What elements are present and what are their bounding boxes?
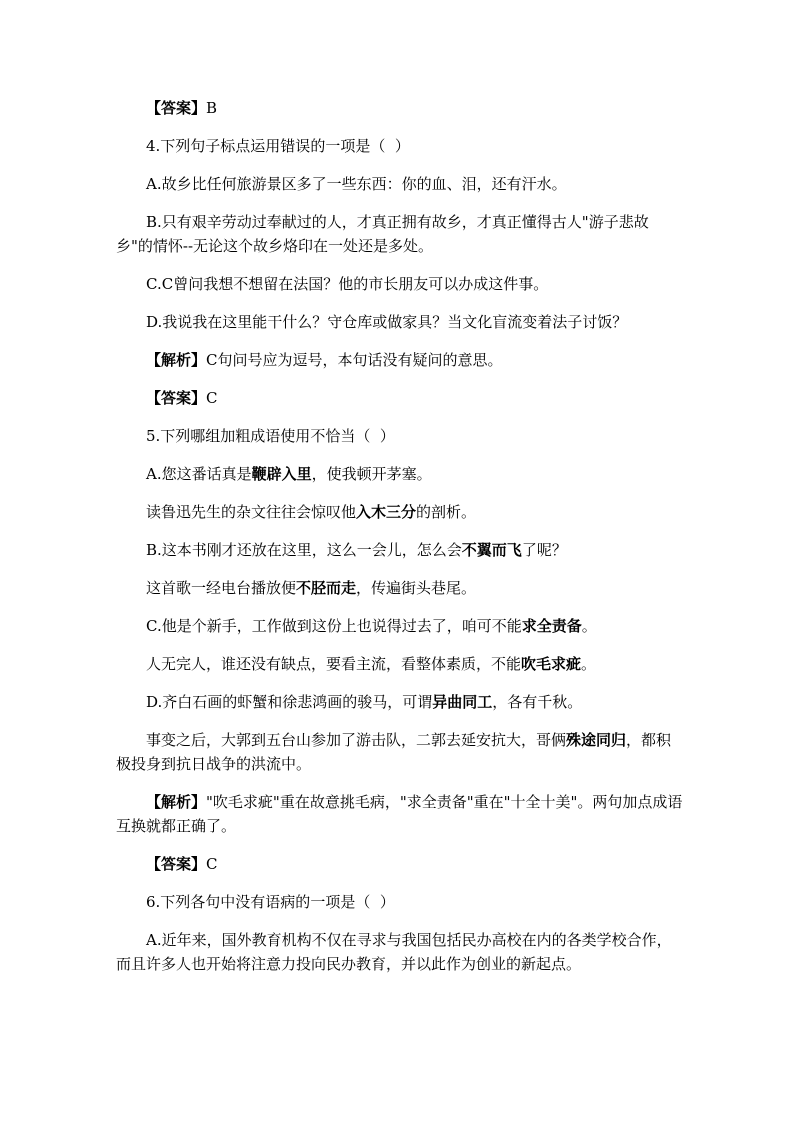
question-5: 5.下列哪组加粗成语使用不恰当（ ） <box>146 427 395 445</box>
question-6: 6.下列各句中没有语病的一项是（ ） <box>146 893 395 911</box>
explanation-text: C句问号应为逗号，本句话没有疑问的意思。 <box>206 351 503 369</box>
answer-4 <box>146 386 684 410</box>
bold-idiom: 鞭辟入里 <box>251 465 312 483</box>
question-4-option-d: D.我说我在这里能干什么？守仓库或做家具？当文化盲流变着法子讨饭？ <box>146 313 628 331</box>
sentence-text: ，使我顿开茅塞。 <box>311 465 432 483</box>
sentence-text: ，传遍街头巷尾。 <box>356 579 477 597</box>
explanation-tag: 【解析】 <box>146 351 207 369</box>
sentence-text: 读鲁迅先生的杂文往往会惊叹他 <box>146 503 357 521</box>
answer-tag: 【答案】 <box>146 99 207 117</box>
answer-5 <box>146 852 684 876</box>
bold-idiom: 不翼而飞 <box>461 541 522 559</box>
bold-idiom: 殊途同归 <box>566 731 627 749</box>
explanation-5 <box>116 790 684 838</box>
sentence-text: 人无完人，谁还没有缺点，要看主流，看整体素质，不能 <box>146 655 522 673</box>
bold-idiom: 吹毛求疵 <box>521 655 582 673</box>
question-5-option-c-sentence-1 <box>146 614 684 638</box>
sentence-text: 。 <box>581 617 597 635</box>
question-5-option-d-sentence-2 <box>116 728 684 776</box>
sentence-text: D.齐白石画的虾蟹和徐悲鸿画的骏马，可谓 <box>146 693 433 711</box>
question-5-option-b-sentence-1 <box>146 538 684 562</box>
answer-value: C <box>206 855 218 873</box>
bold-idiom: 不胫而走 <box>296 579 357 597</box>
bold-idiom: 求全责备 <box>521 617 582 635</box>
question-5-option-d-sentence-1 <box>146 690 684 714</box>
answer-value: C <box>206 389 218 407</box>
answer-tag: 【答案】 <box>146 855 207 873</box>
question-6-option-a: A.近年来，国外教育机构不仅在寻求与我国包括民办高校在内的各类学校合作，而且许多人也开始将注意力投向民办教育，并以此作为创业的新起点。 <box>116 931 672 973</box>
question-4-option-b: B.只有艰辛劳动过奉献过的人，才真正拥有故乡，才真正懂得古人"游子悲故乡"的情怀--无论这个故乡烙印在一处还是多处。 <box>116 213 649 255</box>
sentence-text: B.这本书刚才还放在这里，这么一会儿，怎么会 <box>146 541 462 559</box>
question-5-option-b-sentence-2 <box>146 576 684 600</box>
question-4-option-c: C.C曾问我想不想留在法国？他的市长朋友可以办成这件事。 <box>146 275 549 293</box>
explanation-4 <box>146 348 684 372</box>
sentence-text: 这首歌一经电台播放便 <box>146 579 297 597</box>
question-5-option-a-sentence-1 <box>146 462 684 486</box>
sentence-text: ，各有千秋。 <box>492 693 583 711</box>
sentence-text: ，都积极投身到抗日战争的洪流中。 <box>116 731 672 773</box>
sentence-text: 的剖析。 <box>416 503 477 521</box>
sentence-text: 。 <box>581 655 597 673</box>
question-4-option-a: A.故乡比任何旅游景区多了一些东西：你的血、泪，还有汗水。 <box>146 175 567 193</box>
explanation-text: "吹毛求疵"重在故意挑毛病，"求全责备"重在"十全十美"。两句加点成语互换就都正确了。 <box>116 793 683 835</box>
question-5-option-a-sentence-2 <box>146 500 684 524</box>
explanation-tag: 【解析】 <box>146 793 207 811</box>
question-4: 4.下列句子标点运用错误的一项是（ ） <box>146 137 410 155</box>
answer-value: B <box>206 99 218 117</box>
bold-idiom: 异曲同工 <box>432 693 493 711</box>
sentence-text: C.他是个新手，工作做到这份上也说得过去了，咱可不能 <box>146 617 522 635</box>
sentence-text: 事变之后，大郭到五台山参加了游击队，二郭去延安抗大，哥俩 <box>146 731 567 749</box>
sentence-text: 了呢？ <box>521 541 567 559</box>
question-5-option-c-sentence-2 <box>146 652 684 676</box>
answer-line <box>146 96 684 120</box>
sentence-text: A.您这番话真是 <box>146 465 252 483</box>
bold-idiom: 入木三分 <box>356 503 417 521</box>
answer-tag: 【答案】 <box>146 389 207 407</box>
